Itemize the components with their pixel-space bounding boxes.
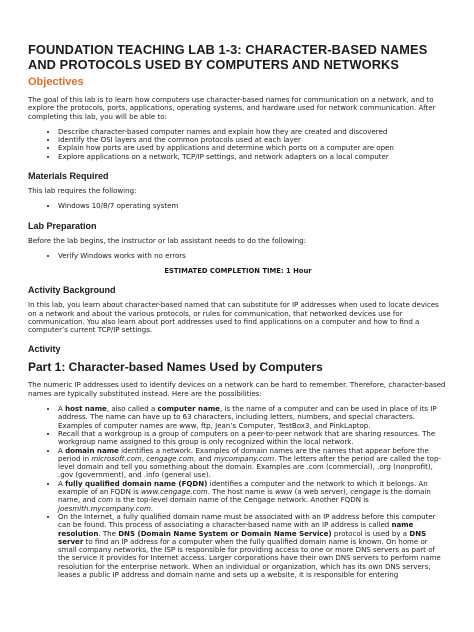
part1-intro: The numeric IP addresses used to identify devices on a network can be hard to remember. Therefore, character-based names are typically substituted instead. Here are the possibilities: [28, 380, 446, 398]
materials-intro: This lab requires the following: [28, 186, 137, 196]
activity-heading: Activity [28, 344, 61, 355]
list-item: • A domain name identifies a network. Examples of domain names are the names that appear before the period in microsoft.com, cengage.com, and mycompany.com. The letters after the period are called the top-level domain and tell you something about the domain. Examples are .com (commercial), .org (nonprofit), .gov (government), and .info (general use). [58, 447, 448, 480]
term: domain name [65, 445, 119, 455]
list-item: • Recall that a workgroup is a group of computers on a peer-to-peer network that are sharing resources. The workgroup name assigned to this group is only recognized within the local network. [58, 430, 448, 447]
list-item: • Identify the OSI layers and the common protocols used at each layer [58, 136, 448, 144]
term: host name [65, 404, 107, 414]
list-item: • A fully qualified domain name (FQDN) identifies a computer and the network to which it belongs. An example of an FQDN is www.cengage.com. The host name is www (a web server), cengage is the domain name, and com is the top-level domain name of the Cengage network. Another FQDN is joesmith.mycompany.com. [58, 480, 448, 513]
list-item: • Verify Windows works with no errors [58, 252, 448, 260]
definitions-list [28, 405, 448, 579]
lab-title: FOUNDATION TEACHING LAB 1-3: CHARACTER-BASED NAMES AND PROTOCOLS USED BY COMPUTERS AND NETWORKS [28, 42, 428, 72]
term: DNS server [58, 528, 427, 546]
objectives-intro: The goal of this lab is to learn how computers use character-based names for communication on a network, and to explore the protocols, ports, applications, operating systems, and hardware used for network communication. After completing this lab, you will be able to: [28, 95, 436, 121]
list-item: • Explore applications on a network, TCP/IP settings, and network adapters on a local computer [58, 153, 448, 161]
term: computer name [157, 404, 220, 414]
term: DNS (Domain Name System or Domain Name Service) [118, 528, 332, 538]
list-item: • On the Internet, a fully qualified domain name must be associated with an IP address before this computer can be found. This process of associating a character-based name with an IP address is called name resolution. The DNS (Domain Name System or Domain Name Service) protocol is used by a DNS server to find an IP address for a computer when the fully qualified domain name is known. On home or small company networks, the ISP is responsible for providing access to one or more DNS servers as part of the service it provides for Internet access. Larger corporations have their own DNS servers to perform name resolution for the enterprise network. When an individual or organization, which has its own DNS servers, leases a public IP address and domain name and sets up a website, it is responsible for entering [58, 513, 448, 579]
estimated-time: ESTIMATED COMPLETION TIME: 1 Hour [164, 267, 312, 276]
prep-heading: Lab Preparation [28, 220, 97, 231]
materials-heading: Materials Required [28, 171, 109, 182]
objectives-heading: Objectives [28, 76, 84, 88]
prep-list [28, 252, 448, 260]
term: fully qualified domain name (FQDN) [65, 478, 208, 488]
term: name resolution [58, 520, 414, 538]
list-item: • Explain how ports are used by applications and determine which ports on a computer are open [58, 144, 448, 152]
materials-list [28, 202, 448, 210]
list-item: • Describe character-based computer names and explain how they are created and discovered [58, 128, 448, 136]
prep-intro: Before the lab begins, the instructor or lab assistant needs to do the following: [28, 235, 307, 245]
background-text: In this lab, you learn about character-based named that can substitute for IP addresses when used to locate devices on a network and about the various protocols, or rules for communication, that networked devices use for communication. You also learn about port addresses used to find applications on a computer and how to find a computer’s current TCP/IP settings. [28, 300, 439, 335]
part1-heading: Part 1: Character-based Names Used by Computers [28, 360, 323, 375]
list-item: • A host name, also called a computer name, is the name of a computer and can be used in place of its IP address. The name can have up to 63 characters, including letters, numbers, and special characters. Examples of computer names are www, ftp, Jean’s Computer, TestBox3, and PinkLaptop. [58, 405, 448, 430]
objectives-list [28, 128, 448, 161]
background-heading: Activity Background [28, 285, 116, 296]
list-item: • Windows 10/8/7 operating system [58, 202, 448, 210]
